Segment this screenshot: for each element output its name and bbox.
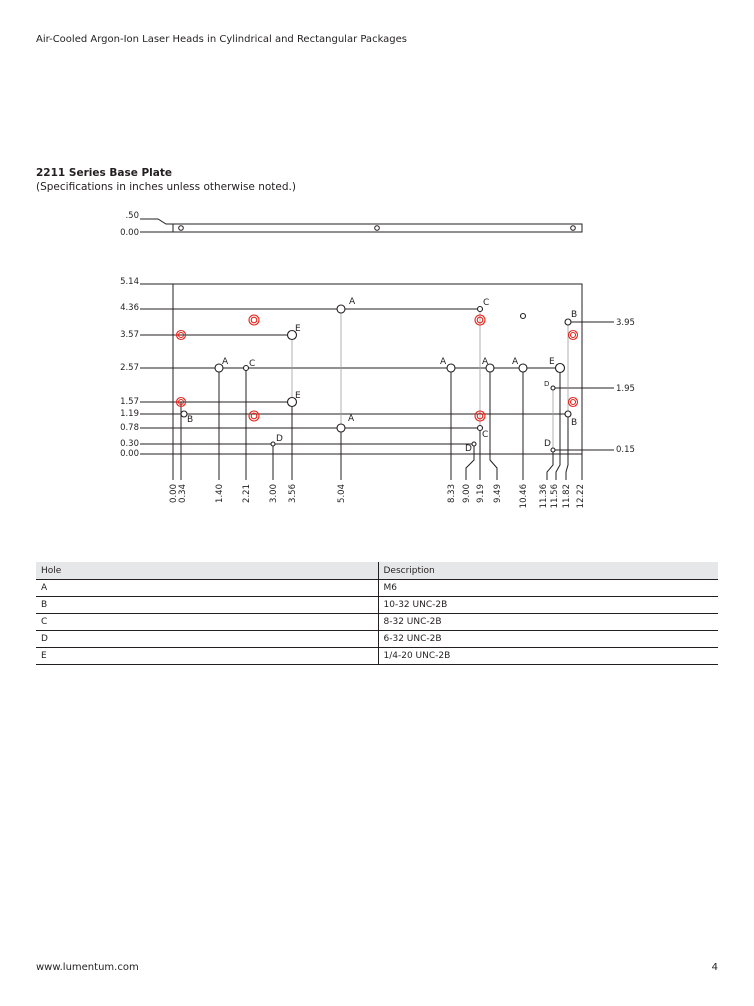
hole-letter: A xyxy=(482,357,489,367)
x-dim-label: 11.36 xyxy=(539,484,549,509)
y-dim-label: 0.78 xyxy=(120,423,139,433)
table-row xyxy=(36,648,718,665)
hole-cell: B xyxy=(36,597,378,614)
x-dim-leader xyxy=(490,368,497,480)
hole-letter: B xyxy=(187,415,194,425)
side-dim-bottom: 0.00 xyxy=(120,228,139,238)
x-dim-leader xyxy=(566,414,568,480)
hole-letter: A xyxy=(440,357,447,367)
hole-letter: E xyxy=(549,357,555,367)
hole-letter: A xyxy=(222,357,229,367)
x-dim-label: 5.04 xyxy=(337,484,347,503)
description-cell: 10-32 UNC-2B xyxy=(378,597,718,614)
side-view-hole xyxy=(571,226,576,231)
description-cell: M6 xyxy=(378,580,718,597)
column-header-description: Description xyxy=(378,562,718,580)
section-title: 2211 Series Base Plate xyxy=(36,167,173,179)
description-cell: 6-32 UNC-2B xyxy=(378,631,718,648)
hole-cell: A xyxy=(36,580,378,597)
x-dim-label: 0.34 xyxy=(178,484,188,503)
hole-letter: B xyxy=(571,310,578,320)
x-dim-label: 9.00 xyxy=(462,484,472,503)
hole-letter: A xyxy=(348,414,355,424)
x-dim-label: 10.46 xyxy=(519,484,529,509)
hole-cell: D xyxy=(36,631,378,648)
hole-table xyxy=(36,562,718,665)
right-dim-label: 3.95 xyxy=(616,318,635,328)
y-dim-label: 5.14 xyxy=(120,277,139,287)
hole-c xyxy=(478,307,483,312)
hole-a xyxy=(337,424,345,432)
y-dim-label: 1.57 xyxy=(120,397,139,407)
hole-letter: A xyxy=(512,357,519,367)
counterbore-hole xyxy=(249,315,259,325)
hole-letter: C xyxy=(249,359,256,369)
hole-letter: C xyxy=(483,298,490,308)
hole-d xyxy=(551,386,555,390)
column-header-hole: Hole xyxy=(36,562,378,580)
hole-letter: C xyxy=(482,430,489,440)
hole-letter: B xyxy=(571,418,578,428)
hole-small xyxy=(521,314,526,319)
hole-a xyxy=(519,364,527,372)
hole-a xyxy=(447,364,455,372)
y-dim-label: 2.57 xyxy=(120,363,139,373)
x-dim-label: 1.40 xyxy=(215,484,225,503)
side-view-plate xyxy=(173,224,582,232)
description-cell: 8-32 UNC-2B xyxy=(378,614,718,631)
side-dim-top: .50 xyxy=(125,211,139,221)
x-dim-leader xyxy=(556,368,560,480)
table-row xyxy=(36,597,718,614)
y-dim-label: 4.36 xyxy=(120,303,139,313)
counterbore-hole xyxy=(569,331,578,340)
document-header: Air-Cooled Argon-Ion Laser Heads in Cylindrical and Rectangular Packages xyxy=(36,34,408,45)
counterbore-hole xyxy=(249,411,259,421)
hole-e xyxy=(556,364,565,373)
right-dim-label: 1.95 xyxy=(616,384,635,394)
hole-letter: D xyxy=(544,380,550,388)
side-view-hole xyxy=(179,226,184,231)
counterbore-hole xyxy=(569,398,578,407)
hole-letter: D xyxy=(276,434,283,444)
side-view-leader xyxy=(140,219,173,224)
y-dim-label: 3.57 xyxy=(120,330,139,340)
y-dim-label: 0.00 xyxy=(120,449,139,459)
hole-d xyxy=(271,442,275,446)
y-dim-label: 1.19 xyxy=(120,409,139,419)
x-dim-label: 9.19 xyxy=(476,484,486,503)
hole-letter: D xyxy=(465,444,472,454)
x-dim-label: 11.82 xyxy=(562,484,572,509)
table-row xyxy=(36,614,718,631)
x-dim-label: 3.00 xyxy=(269,484,279,503)
hole-d xyxy=(472,442,476,446)
table-row xyxy=(36,580,718,597)
hole-letter: E xyxy=(295,391,301,401)
hole-letter: A xyxy=(349,297,356,307)
hole-cell: E xyxy=(36,648,378,665)
x-dim-label: 8.33 xyxy=(447,484,457,503)
hole-b xyxy=(565,411,571,417)
footer-url[interactable]: www.lumentum.com xyxy=(36,962,139,973)
x-dim-label: 2.21 xyxy=(242,484,252,503)
x-dim-label: 9.49 xyxy=(493,484,503,503)
hole-d xyxy=(551,448,555,452)
x-dim-label: 12.22 xyxy=(576,484,586,509)
hole-a xyxy=(337,305,345,313)
section-subtitle: (Specifications in inches unless otherwise noted.) xyxy=(36,181,296,193)
hole-cell: C xyxy=(36,614,378,631)
hole-letter: E xyxy=(295,324,301,334)
table-row xyxy=(36,631,718,648)
hole-letter: D xyxy=(544,439,551,449)
page-number: 4 xyxy=(711,962,718,973)
table-header-row xyxy=(36,562,718,580)
y-dim-label: 0.30 xyxy=(120,439,139,449)
hole-c xyxy=(244,366,249,371)
side-view-hole xyxy=(375,226,380,231)
right-dim-label: 0.15 xyxy=(616,445,635,455)
x-dim-label: 11.56 xyxy=(550,484,560,509)
description-cell: 1/4-20 UNC-2B xyxy=(378,648,718,665)
x-dim-label: 3.56 xyxy=(288,484,298,503)
x-dim-label: 0.00 xyxy=(169,484,179,503)
